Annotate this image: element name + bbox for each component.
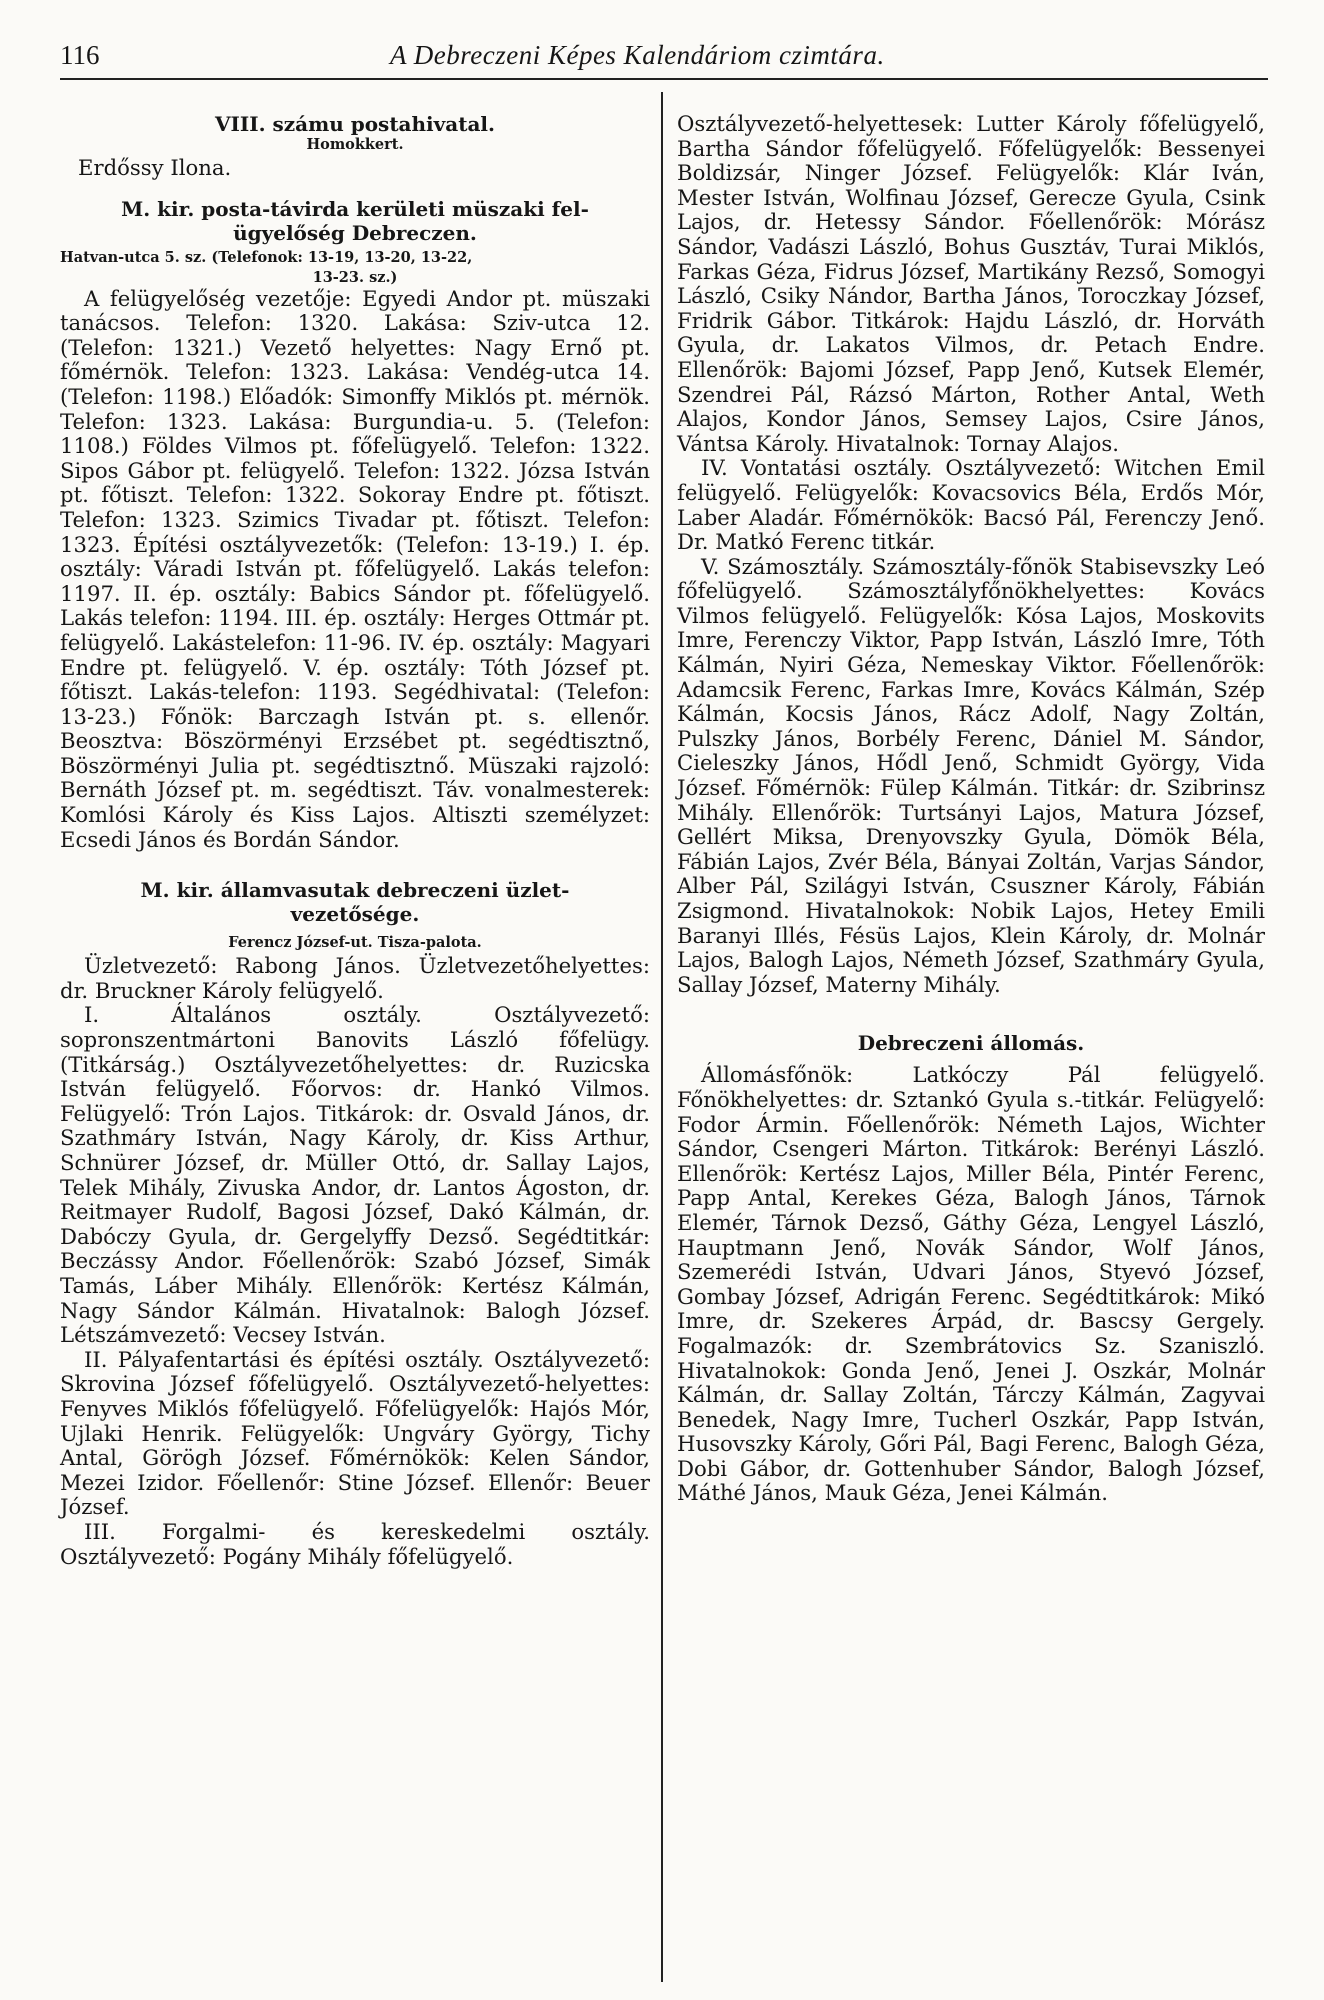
- section-title-post-office: VIII. számu postahivatal.: [214, 112, 495, 136]
- railway-division-2: II. Pályafentartási és építési osztály. Osztályvezető: Skrovina József főfelügyelő. Osztályvezető-helyettes: Fenyves Miklós főfelügyelő. Főfelügyelők: Hajós Mór, Ujlaki Henrik. Felügyelők: Ungváry György, Tichy Antal, Görögh József. Főmérnökök: Kelen Sándor, Mezei Izidor. Főellenőr: Stine József. Ellenőr: Beuer József.: [60, 1346, 650, 1520]
- postmaster-name: Erdőssy Ilona.: [78, 155, 232, 180]
- section-address-a: Hatvan-utca 5. sz. (Telefonok: 13-19, 13-20, 13-22,: [60, 248, 473, 266]
- railway-division-4: IV. Vontatási osztály. Osztályvezető: Witchen Emil felügyelő. Felügyelők: Kovacsovics Béla, Erdős Mór, Laber Aladár. Főmérnökök: Bacsó Pál, Ferenczy Jenő. Dr. Matkó Ferenc titkár.: [677, 455, 1265, 555]
- header-rule: [60, 78, 1268, 80]
- running-title: A Debreczeni Képes Kalendáriom czimtára.: [390, 40, 885, 70]
- column-divider: [661, 92, 663, 1982]
- page-header: [60, 40, 1268, 74]
- railway-division-1: I. Általános osztály. Osztályvezető: sopronszentmártoni Banovits László főfelügy. (Titkárság.) Osztályvezetőhelyettes: dr. Ruzicska István felügyelő. Főorvos: dr. Hankó Vilmos. Felügyelő: Trón Lajos. Titkárok: dr. Osvald János, dr. Szathmáry István, Nagy Károly, dr. Kiss Arthur, Schnürer József, dr. Müller Ottó, dr. Sallay Lajos, Telek Mihály, Zivuska Andor, dr. Lantos Ágoston, dr. Reitmayer Rudolf, Bagosi József, Dakó Kálmán, dr. Dabóczy Gyula, dr. Gergelyffy Dezső. Segédtitkár: Beczássy Andor. Főellenőrök: Szabó József, Simák Tamás, Láber Mihály. Ellenőrök: Kertész Kálmán, Nagy Sándor Kálmán. Hivatalnok: Balogh József. Létszámvezető: Vecsey István.: [60, 1002, 650, 1348]
- section-location-homokkert: Homokkert.: [306, 136, 404, 153]
- railway-intro-text: Üzletvezető: Rabong János. Üzletvezetőhelyettes: dr. Bruckner Károly felügyelő.: [60, 953, 650, 1003]
- station-staff-text: Állomásfőnök: Latkóczy Pál felügyelő. Főnökhelyettes: dr. Sztankó Gyula s.-titkár. Felügyelő: Fodor Ármin. Főellenőrök: Németh Lajos, Wichter Sándor, Csengeri Márton. Titkárok: Berényi László. Ellenőrök: Kertész Lajos, Miller Béla, Pintér Ferenc, Papp Antal, Kerekes Géza, Balogh János, Tárnok Elemér, Tárnok Dezső, Gáthy Géza, Lengyel László, Hauptmann Jenő, Novák Sándor, Wolf János, Szemerédi István, Udvari János, Styevó József, Gombay József, Adrigán Ferenc. Segédtitkárok: Mikó Imre, dr. Szekeres Árpád, dr. Bascsy Gergely. Fogalmazók: dr. Szembrátovics Sz. Szaniszló. Hivatalnokok: Gonda Jenő, Jenei J. Oszkár, Molnár Kálmán, dr. Sallay Zoltán, Tárczy Kálmán, Zagyvai Benedek, Nagy Imre, Tucherl Oszkár, Papp István, Husovszky Károly, Gőri Pál, Bagi Ferenc, Balogh Géza, Dobi Gábor, dr. Gottenhuber Sándor, Balogh József, Máthé János, Mauk Géza, Jenei Kálmán.: [677, 1062, 1265, 1506]
- section-title-railway-a: M. kir. államvasutak debreczeni üzlet-: [140, 878, 570, 903]
- section-title-telegraph-b: ügyelőség Debreczen.: [233, 220, 477, 245]
- railway-division-5: V. Számosztály. Számosztály-főnök Stabisevszky Leó főfelügyelő. Számosztályfőnökhelyettes: Kovács Vilmos felügyelő. Felügyelők: Kósa Lajos, Moskovits Imre, Ferenczy Viktor, Papp István, László Imre, Tóth Kálmán, Nyiri Géza, Nemeskay Viktor. Főellenőrök: Adamcsik Ferenc, Farkas Imre, Kovács Kálmán, Szép Kálmán, Kocsis János, Rácz Adolf, Nagy Zoltán, Pulszky János, Borbély Ferenc, Dániel M. Sándor, Cieleszky János, Hődl Jenő, Schmidt György, Vida József. Főmérnök: Fülep Kálmán. Titkár: dr. Szibrinsz Mihály. Ellenőrök: Turtsányi Lajos, Matura József, Gellért Miksa, Drenyovszky Gyula, Dömök Béla, Fábián Lajos, Zvér Béla, Bányai Zoltán, Varjas Sándor, Alber Pál, Szilágyi István, Csuszner Károly, Fábián Zsigmond. Hivatalnokok: Nobik Lajos, Hetey Emili Baranyi Illés, Fésüs Lajos, Klein Károly, dr. Molnár Lajos, Balogh Lajos, Németh József, Szathmáry Gyula, Sallay József, Materny Mihály.: [677, 553, 1265, 997]
- right-column: [677, 112, 1265, 1506]
- railway-division-3: III. Forgalmi- és kereskedelmi osztály. Osztályvezető: Pogány Mihály főfelügyelő.: [60, 1518, 650, 1569]
- section-title-railway-b: vezetősége.: [290, 902, 420, 927]
- section-title-station: Debreczeni állomás.: [857, 1031, 1085, 1056]
- telegraph-staff-text: A felügyelőség vezetője: Egyedi Andor pt. müszaki tanácsos. Telefon: 1320. Lakása: Sziv-utca 12. (Telefon: 1321.) Vezető helyettes: Nagy Ernő pt. főmérnök. Telefon: 1323. Lakása: Vendég-utca 14. (Telefon: 1198.) Előadók: Simonffy Miklós pt. mérnök. Telefon: 1323. Lakása: Burgundia-u. 5. (Telefon: 1108.) Földes Vilmos pt. főfelügyelő. Telefon: 1322. Sipos Gábor pt. felügyelő. Telefon: 1322. Józsa István pt. főtiszt. Telefon: 1322. Sokoray Endre pt. főtiszt. Telefon: 1323. Szimics Tivadar pt. főtiszt. Telefon: 1323. Építési osztályvezetők: (Telefon: 13-19.) I. ép. osztály: Váradi István pt. főfelügyelő. Lakás telefon: 1197. II. ép. osztály: Babics Sándor pt. főfelügyelő. Lakás telefon: 1194. III. ép. osztály: Herges Ottmár pt. felügyelő. Lakástelefon: 11-96. IV. ép. osztály: Magyari Endre pt. felügyelő. V. ép. osztály: Tóth József pt. főtiszt. Lakás-telefon: 1193. Segédhivatal: (Telefon: 13-23.) Főnök: Barczagh István pt. s. ellenőr. Beosztva: Böszörményi Erzsébet pt. segédtisztnő, Böszörményi Julia pt. segédtisztnő. Müszaki rajzoló: Bernáth József pt. m. segédtiszt. Táv. vonalmesterek: Komlósi Károly és Kiss Lajos. Altiszti személyzet: Ecsedi János és Bordán Sándor.: [60, 285, 651, 852]
- railway-division-3-continued: Osztályvezető-helyettesek: Lutter Károly főfelügyelő, Bartha Sándor főfelügyelő. Főfelügyelők: Bessenyei Boldizsár, Ninger József. Felügyelők: Klár Iván, Mester István, Wolfinau József, Gerecze Gyula, Csink Lajos, dr. Hetessy Sándor. Főellenőrök: Mórász Sándor, Vadászi László, Bohus Gusztáv, Turai Miklós, Farkas Géza, Fidrus József, Martikány Rezső, Somogyi László, Csiky Nándor, Bartha János, Toroczkay József, Fridrik Gábor. Titkárok: Hajdu László, dr. Horváth Gyula, dr. Lakatos Vilmos, dr. Petach Endre. Ellenőrök: Bajomi József, Papp Jenő, Kutsek Elemér, Szendrei Pál, Rázsó Márton, Rother Antal, Weth Alajos, Kondor János, Semsey Lajos, Csire János, Vántsa Károly. Hivatalnok: Tornay Alajos.: [677, 111, 1265, 456]
- section-location-tisza-palota: Ferencz József-ut. Tisza-palota.: [228, 934, 482, 952]
- section-title-telegraph-a: M. kir. posta-távirda kerületi müszaki fel-: [121, 196, 589, 221]
- section-address-b: 13-23. sz.): [312, 268, 398, 286]
- page-number: 116: [60, 40, 100, 70]
- left-column: [60, 112, 650, 1569]
